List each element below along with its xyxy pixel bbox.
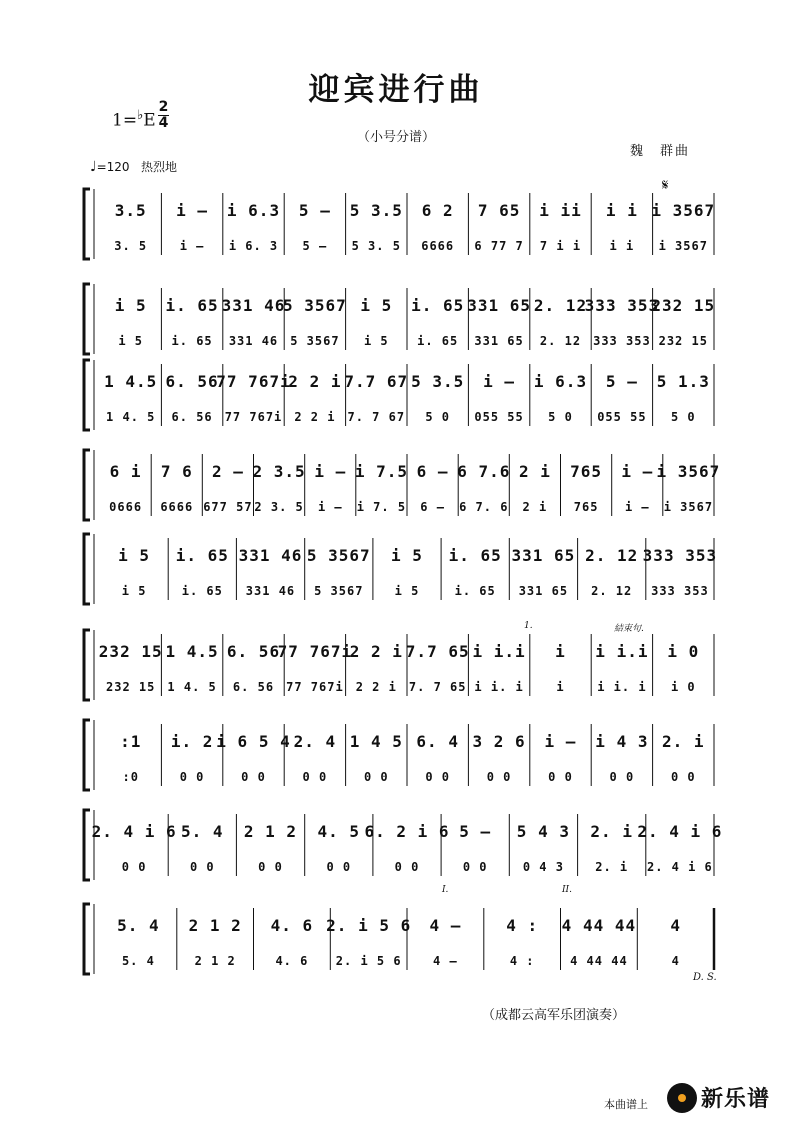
measure: 5. 4	[181, 821, 224, 841]
measure: 0 0	[121, 860, 147, 874]
measure: i 7.5	[354, 461, 408, 481]
vinyl-disc-icon	[667, 1083, 697, 1113]
measure: 333 353	[584, 295, 660, 315]
measure: i ii	[539, 200, 582, 220]
measure: 0 0	[241, 770, 266, 784]
measure: 7. 7 65	[408, 680, 467, 694]
measure: 5 1.3	[656, 371, 710, 391]
measure: 5 3.5	[411, 371, 465, 391]
measure: i. 65	[181, 584, 223, 598]
measure: i	[555, 641, 566, 661]
measure: 2 1 2	[243, 821, 298, 841]
measure: i 0	[670, 680, 696, 694]
measure: i. 65	[417, 334, 459, 348]
measure: i –	[621, 461, 654, 481]
measure: 331 46	[245, 584, 296, 598]
measure: 765	[573, 500, 599, 514]
measure: 6. 56	[165, 371, 219, 391]
measure: 3 2 6	[472, 731, 526, 751]
measure: 7 i i	[539, 239, 582, 253]
measure: 5 –	[298, 200, 331, 220]
measure: 333 353	[593, 334, 651, 348]
measure: i 6.3	[226, 200, 281, 220]
measure: 4. 6	[270, 915, 314, 935]
measure: i 5	[118, 334, 144, 348]
upper-part-row	[91, 818, 723, 844]
measure: 5 0	[548, 410, 573, 424]
measure: 5 4 3	[516, 821, 570, 841]
measure: 2 3. 5	[254, 500, 304, 514]
lower-part-row	[100, 674, 714, 700]
measure: 5. 4	[117, 915, 160, 935]
score-system	[80, 185, 714, 263]
measure: 2. i 5 6	[326, 915, 412, 935]
measure: 765	[570, 461, 603, 481]
score-system	[80, 626, 714, 704]
volta-first-label: I.	[442, 885, 449, 895]
measure: 4 –	[433, 954, 458, 968]
measure: 4. 6	[275, 954, 309, 968]
measure: 2. 12	[585, 545, 639, 565]
measure: i 5	[363, 334, 389, 348]
measure: 5 –	[605, 371, 638, 391]
score-system	[80, 900, 714, 978]
time-bottom: 4	[158, 115, 169, 131]
measure: 331 65	[467, 295, 531, 315]
score-system	[80, 530, 718, 608]
volta-ending-label: 結束句.	[614, 624, 644, 634]
measure: 0 4 3	[522, 860, 564, 874]
measure: 0 0	[462, 860, 488, 874]
measure: 0 0	[302, 770, 328, 784]
measure: 0 0	[179, 770, 205, 784]
upper-part-row	[100, 912, 714, 938]
measure: 7. 7 67	[347, 410, 406, 424]
expression-marking: 热烈地	[141, 160, 178, 174]
measure: 3.5	[114, 200, 147, 220]
score-subtitle: （小号分谱）	[356, 130, 435, 145]
quarter-note-icon: ♩	[90, 159, 97, 175]
measure: 331 65	[518, 584, 569, 598]
upper-part-row	[100, 368, 714, 394]
measure: 7.7 67	[344, 371, 409, 391]
measure: 4	[670, 915, 682, 935]
measure: 4	[671, 954, 680, 968]
measure: 4 44 44	[570, 954, 628, 968]
system-bracket	[84, 630, 90, 700]
measure: 0 0	[425, 770, 451, 784]
measure: 1 4. 5	[106, 410, 156, 424]
measure: 5 0	[425, 410, 451, 424]
measure: 0 0	[486, 770, 512, 784]
measure: 2 i	[522, 500, 548, 514]
measure: 2 1 2	[194, 954, 236, 968]
measure: i –	[179, 239, 205, 253]
measure: 2 i	[518, 461, 551, 481]
measure: 2 2 i	[288, 371, 342, 391]
measure: 1 4. 5	[167, 680, 217, 694]
measure: 6. 2 i 6	[364, 821, 450, 841]
measure: i. 2	[170, 731, 214, 751]
measure: i i.i	[472, 641, 526, 661]
measure: 77 767i	[224, 410, 283, 424]
measure: 1 4.5	[104, 371, 158, 391]
measure: 2. 12	[539, 334, 582, 348]
measure: 2. 4 i 6	[91, 821, 177, 841]
measure: i –	[317, 500, 343, 514]
measure: 232 15	[98, 641, 163, 661]
measure: i –	[314, 461, 347, 481]
measure: 333 353	[642, 545, 718, 565]
measure: 77 767i	[286, 680, 344, 694]
measure: 6 77 7	[474, 239, 524, 253]
volta-1-label: 1.	[524, 621, 533, 631]
tempo-marking	[90, 158, 177, 175]
measure: i i. i	[597, 680, 647, 694]
volta-second-label: II.	[562, 885, 572, 895]
measure: 2. 12	[533, 295, 588, 315]
measure: i i.i	[595, 641, 649, 661]
segno-icon: 𝄋	[662, 176, 669, 194]
upper-part-row	[100, 458, 721, 484]
measure: i –	[483, 371, 516, 391]
measure: 0 0	[670, 770, 696, 784]
measure: 4 44 44	[561, 915, 637, 935]
measure: 2 2 i	[349, 641, 403, 661]
measure: i –	[624, 500, 650, 514]
measure: i 5	[394, 584, 420, 598]
score-system	[80, 280, 714, 358]
measure: i 6. 3	[228, 239, 279, 253]
measure: :0	[122, 770, 139, 784]
upper-part-row	[100, 728, 714, 754]
dal-segno-mark: D. S.	[693, 972, 717, 983]
measure: i 0	[667, 641, 700, 661]
measure: 5 –	[302, 239, 328, 253]
measure: 333 353	[651, 584, 709, 598]
measure: 5 3567	[290, 334, 340, 348]
lower-part-row	[100, 328, 714, 354]
measure: 0 0	[548, 770, 573, 784]
measure: 2. i	[595, 860, 629, 874]
measure: 4 :	[509, 954, 535, 968]
measure: 232 15	[106, 680, 156, 694]
measure: i. 65	[175, 545, 229, 565]
measure: 232 15	[651, 295, 716, 315]
measure: 2. 12	[591, 584, 633, 598]
measure: 331 65	[511, 545, 576, 565]
measure: 3. 5	[114, 239, 148, 253]
score-system	[80, 806, 723, 884]
key-letter: E	[143, 110, 156, 131]
measure: 2 –	[211, 461, 244, 481]
measure: 7 65	[477, 200, 521, 220]
measure: i 3567	[663, 500, 714, 514]
upper-part-row	[100, 638, 714, 664]
measure: 0 0	[363, 770, 389, 784]
system-bracket	[84, 720, 90, 790]
system-bracket	[84, 810, 90, 880]
measure: 2. i 5 6	[335, 954, 402, 968]
measure: 77 767i	[277, 641, 353, 661]
measure: i. 65	[411, 295, 465, 315]
lower-part-row	[100, 948, 714, 974]
measure: 0 0	[394, 860, 420, 874]
measure: 6 –	[420, 500, 445, 514]
measure: i 5	[391, 545, 423, 565]
system-bracket	[84, 450, 90, 520]
measure: i 3567	[656, 461, 721, 481]
measure: 2. i	[662, 731, 705, 751]
measure: 5 0	[670, 410, 696, 424]
brand-logo	[667, 1082, 770, 1113]
measure: 6 i	[109, 461, 142, 481]
lower-part-row	[100, 233, 714, 259]
performer-credit: （成都云高军乐团演奏）	[482, 1008, 626, 1023]
measure: 055 55	[474, 410, 524, 424]
measure: i 5	[118, 545, 151, 565]
measure: 7 6	[160, 461, 193, 481]
measure: i 5	[114, 295, 147, 315]
measure: i 3567	[658, 239, 708, 253]
measure: i. 65	[165, 295, 219, 315]
upper-part-row	[100, 542, 718, 568]
flat-symbol: ♭	[137, 108, 144, 123]
measure: 0 0	[609, 770, 635, 784]
measure: i 5	[360, 295, 393, 315]
measure: 6. 56	[171, 410, 213, 424]
measure: 6 7. 6	[459, 500, 509, 514]
measure: 5 3567	[306, 545, 371, 565]
lower-part-row	[100, 494, 714, 520]
lower-part-row	[100, 578, 714, 604]
measure: 5 3. 5	[351, 239, 401, 253]
measure: 055 55	[597, 410, 647, 424]
measure: 2. i	[590, 821, 633, 841]
measure: 5 3567	[314, 584, 364, 598]
measure: 4 :	[506, 915, 539, 935]
upper-part-row	[100, 197, 714, 223]
measure: 677 57	[203, 500, 253, 514]
brand-name: 新乐谱	[701, 1087, 771, 1112]
system-bracket	[84, 904, 90, 974]
measure: i –	[544, 731, 577, 751]
measure: i. 65	[448, 545, 502, 565]
measure: 2 2 i	[294, 410, 336, 424]
measure: 77 767i	[216, 371, 291, 391]
measure: i 6.3	[533, 371, 588, 391]
measure: i 7. 5	[356, 500, 407, 514]
measure: 6 2	[421, 200, 454, 220]
measure: i i	[609, 239, 635, 253]
measure: 2 1 2	[188, 915, 242, 935]
key-prefix: 1=	[112, 110, 138, 131]
system-bracket	[84, 534, 90, 604]
score-title: 迎宾进行曲	[308, 72, 484, 108]
measure: i. 65	[454, 584, 496, 598]
system-bracket	[84, 189, 90, 259]
measure: i 4 3	[595, 731, 649, 751]
measure: 1 4.5	[165, 641, 219, 661]
measure: 6. 56	[226, 641, 281, 661]
measure: 7.7 65	[405, 641, 470, 661]
measure: 5 3.5	[349, 200, 403, 220]
measure: 2 2 i	[355, 680, 397, 694]
measure: 2. 4	[293, 731, 337, 751]
measure: 232 15	[658, 334, 708, 348]
measure: 6666	[160, 500, 194, 514]
measure: i 5	[121, 584, 147, 598]
score-system	[80, 446, 721, 524]
measure: 0 0	[258, 860, 283, 874]
measure: 1 4 5	[349, 731, 403, 751]
measure: i 6 5 4	[216, 731, 291, 751]
measure: 4. 5	[317, 821, 361, 841]
measure: i i. i	[474, 680, 524, 694]
measure: 6666	[421, 239, 455, 253]
measure: 331 65	[474, 334, 524, 348]
measure: 2 3.5	[252, 461, 306, 481]
measure: :1	[120, 731, 142, 751]
score-system	[80, 356, 714, 434]
lower-part-row	[100, 764, 714, 790]
measure: 331 46	[238, 545, 303, 565]
measure: 0 0	[326, 860, 352, 874]
measure: i. 65	[171, 334, 213, 348]
system-bracket	[84, 360, 90, 430]
measure: 331 46	[228, 334, 279, 348]
tempo-value: =120	[96, 160, 130, 174]
measure: 0666	[109, 500, 143, 514]
measure: 6 7.6	[457, 461, 511, 481]
measure: i –	[176, 200, 209, 220]
measure: i	[556, 680, 565, 694]
measure: 5 –	[459, 821, 492, 841]
measure: 2. 4 i 6	[646, 860, 713, 874]
measure: 331 46	[221, 295, 286, 315]
measure: 6. 56	[232, 680, 275, 694]
lower-part-row	[100, 854, 714, 880]
measure: 6. 4	[416, 731, 459, 751]
system-bracket	[84, 284, 90, 354]
measure: 5. 4	[121, 954, 155, 968]
score-system	[80, 716, 714, 794]
measure: 2. 4 i 6	[637, 821, 723, 841]
measure: 0 0	[189, 860, 215, 874]
footer-label: 本曲谱上	[604, 1098, 648, 1111]
lower-part-row	[100, 404, 714, 430]
upper-part-row	[100, 292, 714, 318]
measure: 4 –	[429, 915, 462, 935]
composer-credit: 魏 群曲	[630, 144, 691, 159]
measure: 5 3567	[282, 295, 347, 315]
time-top: 2	[158, 99, 169, 115]
measure: 6 –	[416, 461, 449, 481]
measure: i i	[605, 200, 638, 220]
measure: i 3567	[651, 200, 716, 220]
